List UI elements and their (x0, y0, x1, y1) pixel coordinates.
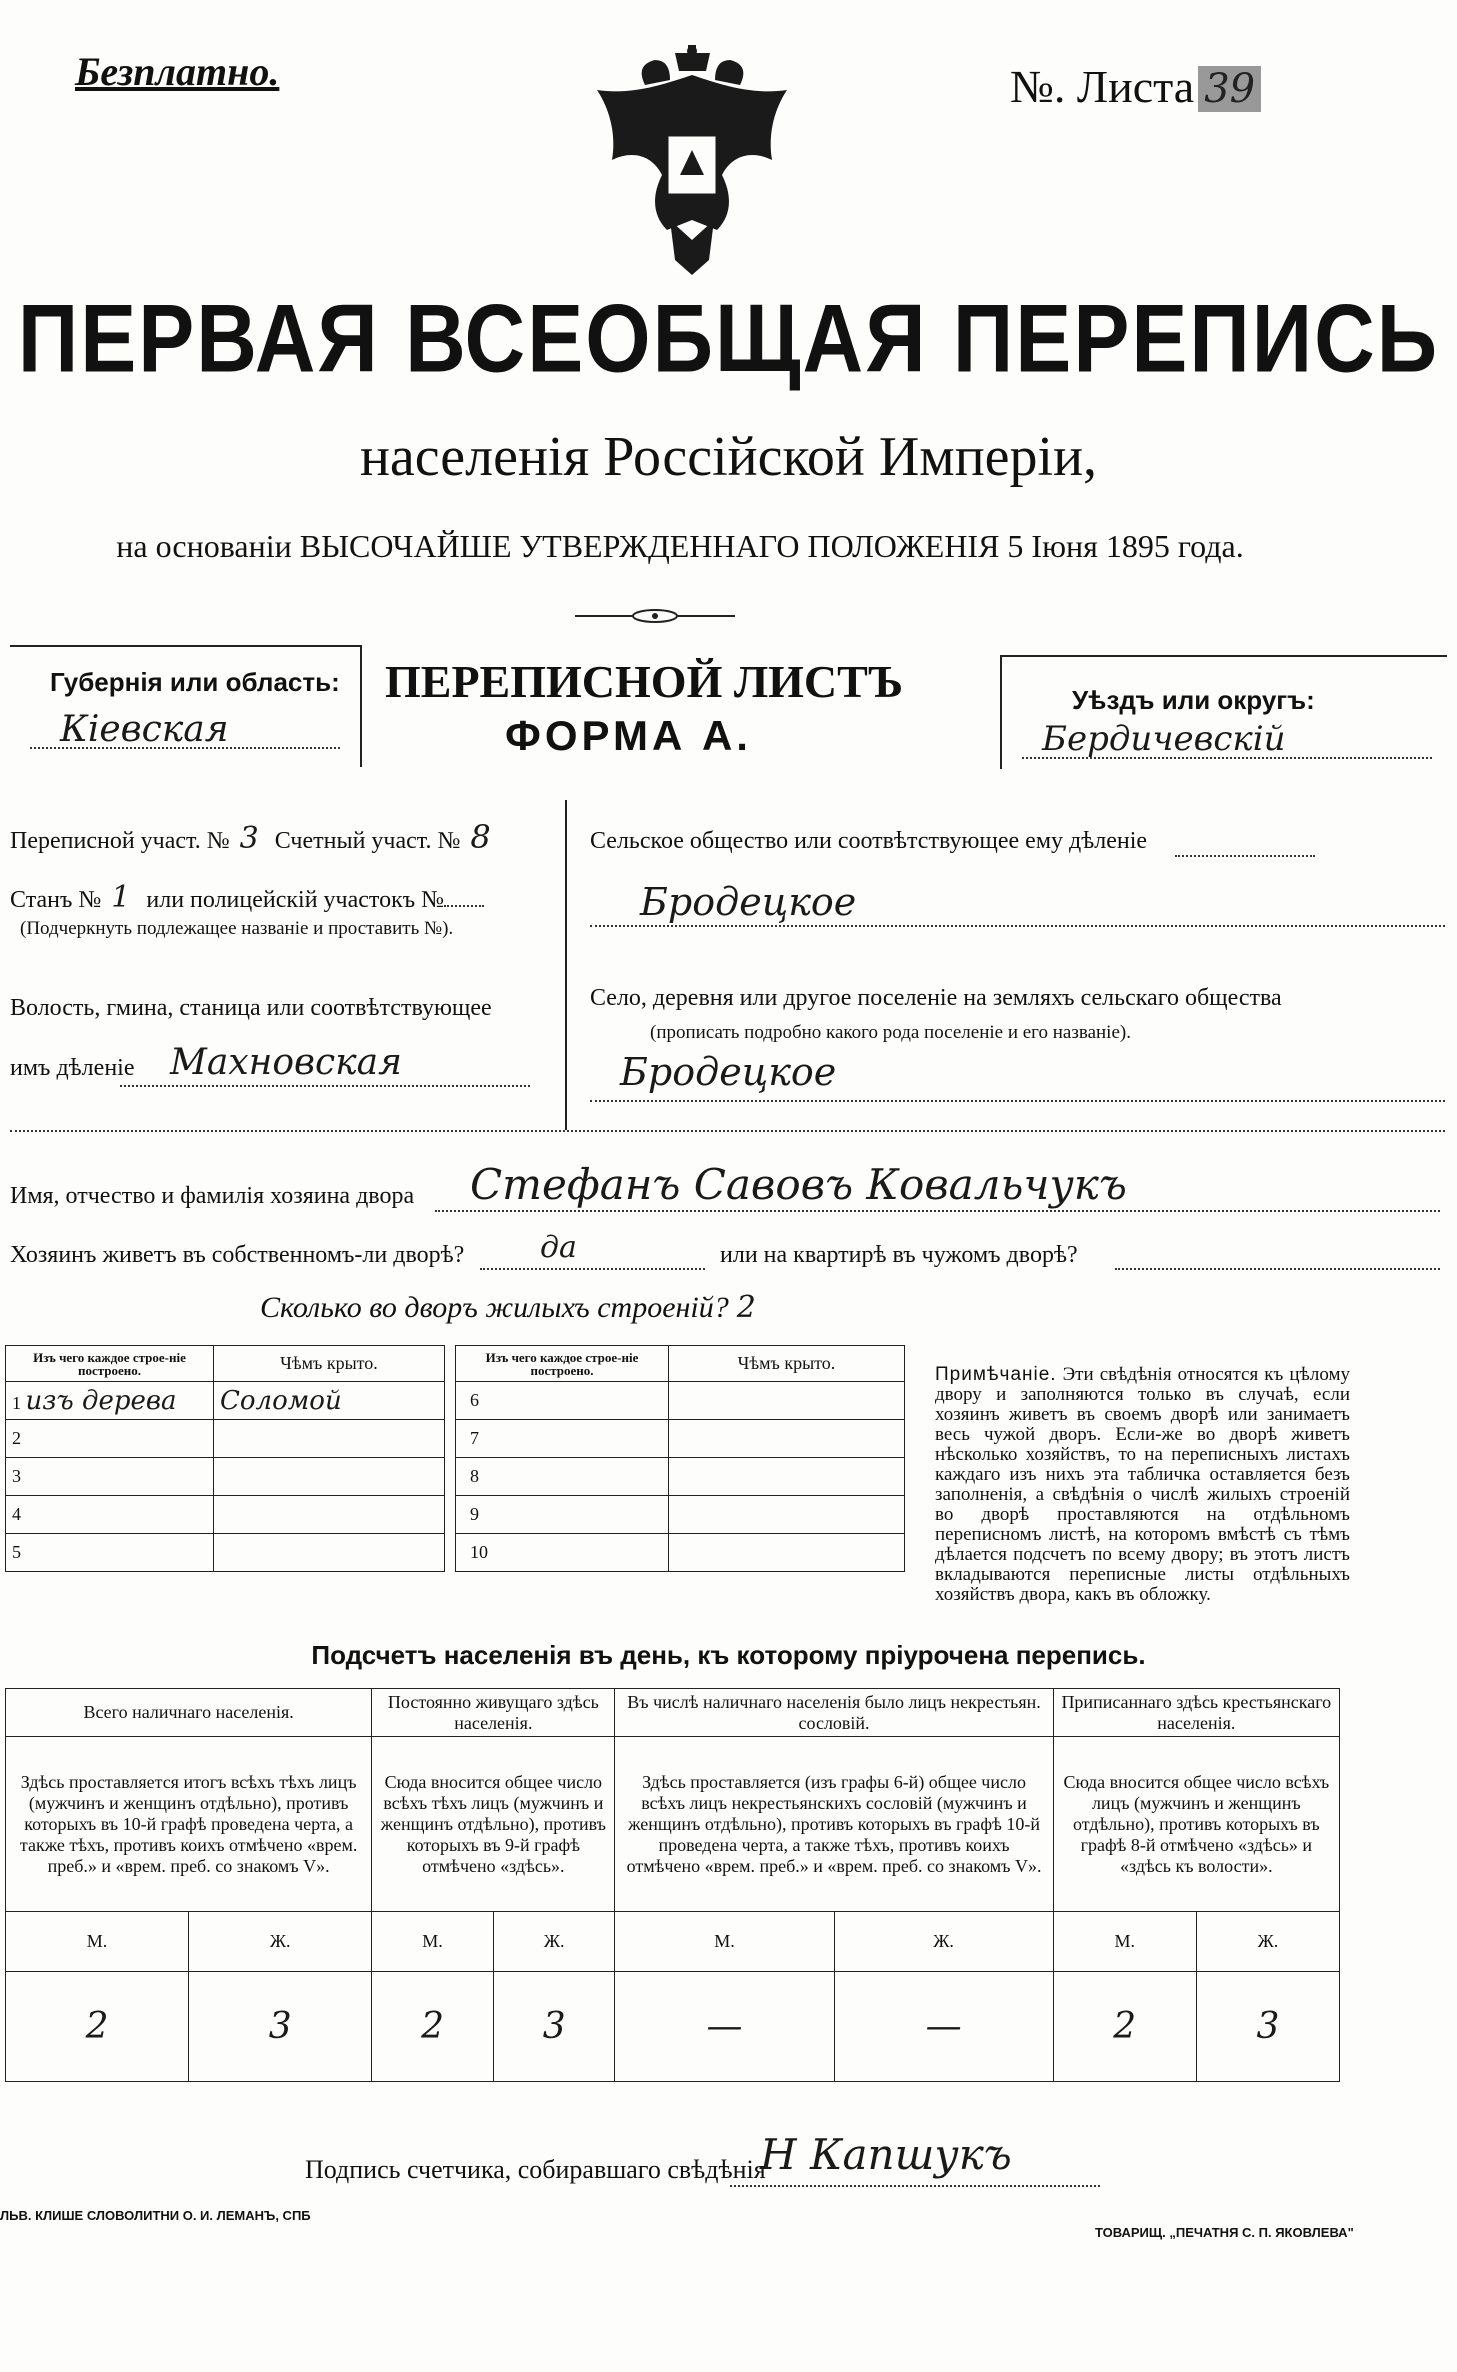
village-label: Село, деревня или другое поселеніе на земляхъ сельскаго общества (590, 985, 1282, 1011)
pop-f-label: Ж. (1196, 1912, 1339, 1972)
pop-f-label: Ж. (834, 1912, 1053, 1972)
pop-nonpeasant-f: — (834, 1972, 1053, 2082)
pop-col-nonpeasant-head: Въ числѣ наличнаго населенія было лицъ некрестьян. сословій. (615, 1689, 1053, 1737)
counting-district-value: 8 (470, 818, 491, 856)
pop-peasant-m: 2 (1053, 1972, 1196, 2082)
building-row: 9 (456, 1496, 669, 1534)
sheet-number (1010, 60, 1261, 113)
pop-permanent-f: 3 (493, 1972, 615, 2082)
buildings-count: 2 (736, 1290, 756, 1325)
village-note: (прописать подробно какого рода поселеніе и его названіе). (650, 1022, 1131, 1043)
stan-value: 1 (111, 880, 131, 915)
pop-total-f: 3 (189, 1972, 372, 2082)
owner-name-value: Стефанъ Савовъ Ковальчукъ (470, 1160, 1127, 1209)
note-title: Примѣчаніе. (935, 1364, 1057, 1385)
volost-label-2: имъ дѣленіе (10, 1055, 135, 1081)
subtitle: населенія Россійской Имперіи, (359, 426, 1098, 488)
stan-field: Станъ № 1 или полицейскій участокъ № (10, 880, 484, 915)
society-label: Сельское общество или соотвѣтствующее ему дѣленіе (590, 828, 1148, 854)
census-district-value: 3 (239, 821, 259, 856)
signature-label: Подпись счетчика, собиравшаго свѣдѣнія (305, 2155, 766, 2184)
pop-col-nonpeasant-desc: Здѣсь проставляется (изъ графы 6-й) общее число всѣхъ лицъ некрестьянскихъ сословій (мужчинъ и женщинъ отдѣльно), противъ которыхъ въ графѣ 10-й проведена черта, а также тѣхъ, противъ коихъ отмѣчено «врем. преб.» и «врем. преб. со знакомъ V». (615, 1737, 1053, 1912)
uezd-value: Бердичевскій (1042, 719, 1286, 759)
pop-permanent-m: 2 (372, 1972, 494, 2082)
population-title: Подсчетъ населенія въ день, къ которому пріурочена перепись. (311, 1640, 1146, 1670)
signature-value: Н Капшукъ (760, 2130, 1012, 2179)
census-district: Переписной участ. № 3 Счетный участ. № 8 (10, 818, 491, 856)
pop-nonpeasant-m: — (615, 1972, 834, 2082)
buildings-table-left (5, 1345, 445, 1572)
population-table (5, 1688, 1340, 2082)
pop-f-label: Ж. (189, 1912, 372, 1972)
free-label: Безплатно. (75, 49, 280, 94)
gubernia-value: Кіевская (60, 709, 229, 750)
owner-lives-label: Хозяинъ живетъ въ собственномъ-ли дворѣ? (10, 1242, 465, 1268)
buildings-table-right: Изъ чего каждое строе-ніе построено. Чѣмъ крыто. 6 7 8 9 10 (455, 1345, 905, 1572)
printer-left: ЛЬВ. КЛИШЕ СЛОВОЛИТНИ О. И. ЛЕМАНЪ, СПБ (0, 2208, 311, 2223)
sheet-number-value: 39 (1198, 66, 1261, 112)
pop-m-label: М. (6, 1912, 189, 1972)
col-material-header: Изъ чего каждое строе-ніе построено. (6, 1346, 214, 1382)
owner-lives-value: да (540, 1230, 577, 1265)
volost-label: Волость, гмина, станица или соотвѣтствующее (10, 995, 492, 1021)
pop-total-m: 2 (6, 1972, 189, 2082)
owner-name-label: Имя, отчество и фамилія хозяина двора (10, 1183, 415, 1209)
pop-col-permanent-desc: Сюда вносится общее число всѣхъ тѣхъ лицъ (мужчинъ и женщинъ отдѣльно), противъ которыхъ въ 9-й графѣ отмѣчено «здѣсь». (372, 1737, 615, 1912)
building-row: 4 (6, 1496, 214, 1534)
form-title: ПЕРЕПИСНОЙ ЛИСТЪ (385, 656, 904, 707)
note (935, 1365, 1350, 1605)
pop-col-total-desc: Здѣсь проставляется итогъ всѣхъ тѣхъ лицъ (мужчинъ и женщинъ отдѣльно), противъ которыхъ въ 10-й графѣ проведена черта, а также тѣхъ, противъ коихъ отмѣчено «врем. преб.» и «врем. преб. со знакомъ V». (6, 1737, 372, 1912)
main-title: ПЕРВАЯ ВСЕОБЩАЯ ПЕРЕПИСЬ (17, 283, 1440, 392)
gubernia-label: Губернія или область: (50, 667, 340, 697)
village-value: Бродецкое (620, 1050, 837, 1094)
building-row: 8 (456, 1458, 669, 1496)
pop-m-label: М. (372, 1912, 494, 1972)
form-subtitle: ФОРМА А. (505, 712, 752, 759)
sheet-number-label: №. Листа (1010, 61, 1195, 112)
middle-separator (565, 800, 567, 1130)
buildings-question: Сколько во дворъ жилыхъ строеній? 2 (260, 1290, 756, 1325)
building-row: 10 (456, 1534, 669, 1572)
building-row: 2 (6, 1420, 214, 1458)
imperial-eagle-icon (585, 45, 800, 275)
building-roof: Соломой (214, 1382, 445, 1420)
pop-col-permanent-head: Постоянно живущаго здѣсь населенія. (372, 1689, 615, 1737)
building-row: 6 (456, 1382, 669, 1420)
building-row: 1 изъ дерева (6, 1382, 214, 1420)
volost-value: Махновская (170, 1042, 402, 1083)
uezd-box (1000, 655, 1447, 769)
printer-right: ТОВАРИЩ. „ПЕЧАТНЯ С. П. ЯКОВЛЕВА" (1095, 2225, 1354, 2240)
pop-col-total-head: Всего наличнаго населенія. (6, 1689, 372, 1737)
pop-peasant-f: 3 (1196, 1972, 1339, 2082)
uezd-label: Уѣздъ или округъ: (1072, 685, 1315, 715)
owner-or-label: или на квартирѣ въ чужомъ дворѣ? (720, 1242, 1078, 1268)
society-value: Бродецкое (640, 880, 857, 924)
building-row: 3 (6, 1458, 214, 1496)
ornament-divider (575, 608, 735, 624)
underline-note: (Подчеркнуть подлежащее названіе и проставить №). (20, 918, 454, 939)
col-roof-header: Чѣмъ крыто. (214, 1346, 445, 1382)
note-text: Эти свѣдѣнія относятся къ цѣлому двору и заполняются только въ случаѣ, если хозяинъ живетъ въ своемъ дворѣ или занимаетъ весь чужой дворъ. Если-же во дворѣ живетъ нѣсколько хозяйствъ, то на переписныхъ листахъ каждаго изъ нихъ эта табличка оставляется безъ заполненія, а свѣдѣнія о числѣ жилыхъ строеній во дворѣ проставляются на отдѣльномъ переписномъ листѣ, на которомъ вмѣстѣ съ тѣмъ дѣлается подсчетъ по всему двору; въ этотъ листъ вкладываются переписные листы отдѣльныхъ хозяйствъ двора, какъ въ обложку. (935, 1364, 1351, 1605)
building-row: 5 (6, 1534, 214, 1572)
legal-basis: на основаніи ВЫСОЧАЙШЕ УТВЕРЖДЕННАГО ПОЛОЖЕНІЯ 5 Іюня 1895 года. (116, 528, 1244, 564)
pop-col-peasant-head: Приписаннаго здѣсь крестьянскаго населенія. (1053, 1689, 1339, 1737)
pop-m-label: М. (615, 1912, 834, 1972)
gubernia-box (10, 645, 362, 767)
building-row: 7 (456, 1420, 669, 1458)
pop-m-label: М. (1053, 1912, 1196, 1972)
section-divider (10, 1130, 1445, 1132)
pop-f-label: Ж. (493, 1912, 615, 1972)
pop-col-peasant-desc: Сюда вносится общее число всѣхъ лицъ (мужчинъ и женщинъ отдѣльно), противъ которыхъ въ графѣ 8-й отмѣчено «здѣсь» и «здѣсь къ волости». (1053, 1737, 1339, 1912)
